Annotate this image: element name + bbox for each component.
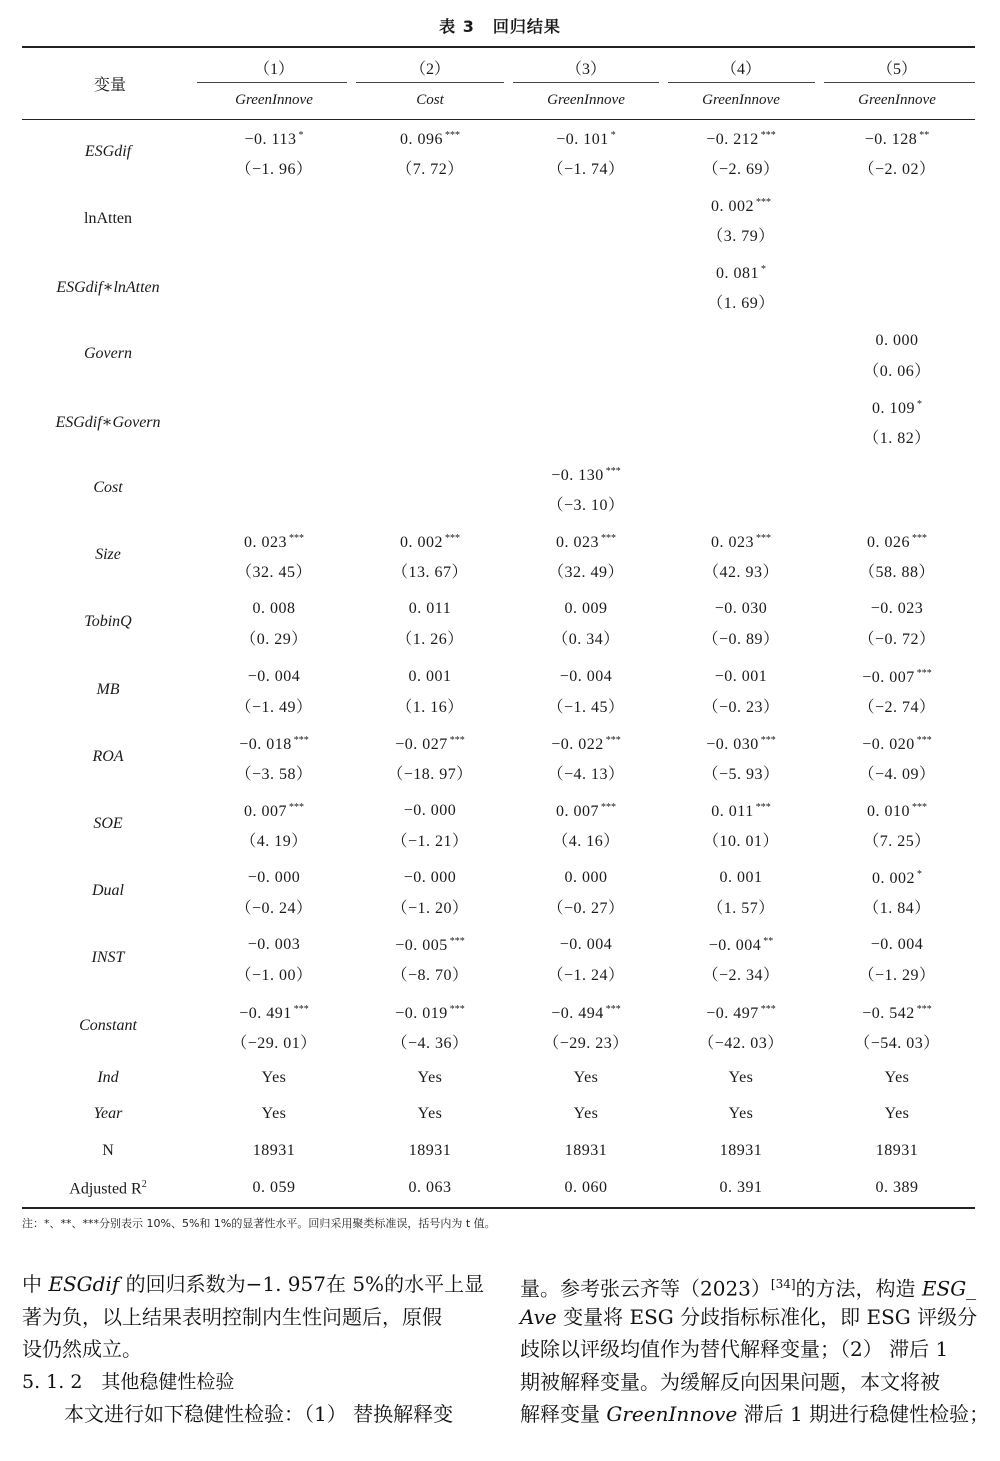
- t-statistic: （−1. 00）: [235, 967, 313, 985]
- column-underline: [824, 82, 975, 83]
- table-cell: 0. 060: [564, 1179, 608, 1196]
- coefficient-value: 0. 007: [244, 803, 287, 820]
- body-line: 著为负，以上结果表明控制内生性问题后，原假: [22, 1304, 442, 1329]
- coefficient-value: 0. 008: [252, 600, 296, 618]
- t-statistic: （−1. 21）: [391, 833, 469, 850]
- t-statistic: （−4. 13）: [547, 765, 625, 783]
- t-statistic: （−42. 03）: [698, 1034, 784, 1052]
- column-dependent-variable: GreenInnove: [858, 92, 936, 108]
- coefficient: [355, 936, 505, 955]
- significance-stars: ***: [289, 533, 304, 545]
- coefficient-value: −0. 020: [862, 735, 915, 753]
- significance-stars: ***: [605, 1003, 621, 1015]
- significance-stars: ***: [601, 802, 616, 813]
- coefficient-value: 0. 000: [875, 331, 919, 349]
- coefficient: [666, 130, 816, 149]
- row-label: lnAtten: [84, 210, 132, 228]
- significance-stars: ***: [445, 533, 460, 545]
- coefficient: [666, 533, 816, 552]
- column-number: （3）: [565, 61, 606, 78]
- section-heading: 5. 1. 2 其他稳健性检验: [22, 1370, 235, 1393]
- coefficient: [511, 533, 661, 552]
- t-statistic: （−1. 49）: [235, 698, 313, 716]
- table-number: 表 3: [439, 17, 475, 36]
- significance-stars: ***: [755, 802, 771, 813]
- coefficient-value: −0. 497: [706, 1004, 759, 1022]
- coefficient: [511, 668, 661, 686]
- table-cell: Yes: [261, 1069, 287, 1086]
- table-cell: Yes: [884, 1105, 910, 1122]
- t-statistic: （58. 88）: [858, 564, 935, 582]
- row-label: Govern: [84, 344, 132, 362]
- significance-stars: ***: [756, 197, 771, 209]
- table-cell: 0. 391: [719, 1179, 763, 1196]
- significance-stars: ***: [293, 1003, 309, 1015]
- significance-stars: **: [919, 130, 930, 141]
- body-line: 本文进行如下稳健性检验：（1） 替换解释变: [64, 1402, 454, 1426]
- row-label: Size: [95, 546, 121, 564]
- coefficient: [199, 869, 349, 887]
- significance-stars: ***: [760, 734, 776, 746]
- coefficient: [199, 130, 349, 149]
- coefficient: [199, 600, 349, 618]
- column-dependent-variable: GreenInnove: [702, 92, 780, 108]
- table-cell: 18931: [564, 1142, 608, 1159]
- coefficient: [666, 1004, 816, 1023]
- table-cell: Yes: [261, 1105, 287, 1122]
- significance-stars: ***: [760, 1003, 776, 1015]
- row-label: Adjusted $R^2$: [69, 1179, 147, 1198]
- significance-stars: *: [917, 869, 922, 881]
- t-statistic: （0. 06）: [863, 362, 931, 380]
- column-underline: [356, 82, 504, 83]
- table-cell: 0. 063: [408, 1179, 452, 1196]
- coefficient-value: −0. 004: [559, 936, 613, 954]
- t-statistic: （−2. 34）: [702, 967, 780, 985]
- coefficient-value: 0. 096: [400, 131, 443, 148]
- coefficient-value: −0. 004: [247, 667, 301, 685]
- table-title: 回归结果: [492, 17, 561, 36]
- coefficient-value: 0. 007: [556, 803, 599, 820]
- header-rule: [22, 119, 975, 120]
- row-label: INST: [91, 949, 125, 967]
- coefficient-value: 0. 002: [400, 534, 443, 552]
- table-cell: Yes: [573, 1069, 599, 1086]
- table-cell: 0. 059: [252, 1179, 296, 1196]
- coefficient: [666, 936, 816, 955]
- coefficient: [199, 668, 349, 686]
- table-note: 注：*、**、***分别表示 10%、5%和 1%的显著性水平。回归采用聚类标准误，括号内为 t 值。: [22, 1217, 496, 1230]
- t-statistic: （13. 67）: [391, 564, 468, 582]
- t-statistic: （1. 57）: [707, 900, 775, 918]
- coefficient: [199, 735, 349, 754]
- row-label: ESGdif∗Govern: [55, 413, 161, 431]
- t-statistic: （−2. 74）: [858, 698, 936, 716]
- coefficient: [355, 130, 505, 149]
- significance-stars: **: [763, 936, 774, 948]
- table-cell: Yes: [884, 1069, 910, 1086]
- coefficient-value: −0. 022: [551, 735, 604, 753]
- t-statistic: （−5. 93）: [702, 765, 780, 783]
- coefficient-value: 0. 001: [408, 667, 452, 685]
- body-line: 期被解释变量。为缓解反向因果问题，本文将被: [520, 1369, 940, 1394]
- table-cell: 18931: [252, 1142, 296, 1159]
- coefficient: [822, 600, 972, 618]
- coefficient-value: 0. 009: [564, 600, 608, 618]
- coefficient: [822, 130, 972, 149]
- t-statistic: （−2. 69）: [702, 161, 780, 178]
- coefficient-value: −0. 542: [862, 1004, 915, 1022]
- significance-stars: ***: [449, 1003, 465, 1015]
- row-label: ESGdif: [84, 143, 132, 160]
- significance-stars: ***: [293, 734, 309, 746]
- coefficient: [822, 869, 972, 888]
- t-statistic: （−18. 97）: [387, 765, 473, 783]
- coefficient: [511, 600, 661, 618]
- t-statistic: （3. 79）: [707, 228, 775, 246]
- row-label: Cost: [93, 479, 123, 496]
- table-cell: Yes: [573, 1105, 599, 1122]
- t-statistic: （−29. 23）: [543, 1034, 629, 1052]
- column-number: （5）: [876, 61, 917, 78]
- coefficient: [355, 668, 505, 686]
- column-number: （1）: [253, 61, 294, 78]
- row-label: ESGdif∗lnAtten: [56, 279, 160, 297]
- t-statistic: （−3. 58）: [235, 765, 313, 783]
- coefficient-value: 0. 000: [564, 869, 608, 887]
- t-statistic: （−0. 72）: [858, 631, 936, 649]
- t-statistic: （−0. 27）: [547, 900, 625, 918]
- significance-stars: ***: [760, 130, 776, 141]
- significance-stars: ***: [916, 1003, 932, 1015]
- coefficient-value: −0. 003: [247, 936, 301, 954]
- significance-stars: *: [917, 398, 922, 410]
- coefficient-value: −0. 000: [403, 802, 457, 819]
- table-cell: 0. 389: [875, 1179, 919, 1196]
- coefficient: [666, 802, 816, 821]
- row-label: SOE: [93, 815, 123, 832]
- variable-header: 变量: [93, 75, 126, 94]
- coefficient: [199, 802, 349, 821]
- coefficient: [355, 735, 505, 754]
- table-cell: Yes: [728, 1105, 754, 1122]
- t-statistic: （−1. 29）: [858, 967, 936, 985]
- t-statistic: （10. 01）: [702, 833, 779, 850]
- coefficient: [355, 869, 505, 887]
- coefficient-value: −0. 030: [706, 735, 759, 753]
- coefficient-value: −0. 212: [706, 131, 759, 148]
- column-dependent-variable: Cost: [416, 92, 444, 108]
- coefficient: [666, 197, 816, 216]
- table-cell: Yes: [417, 1105, 443, 1122]
- coefficient-value: 0. 010: [867, 803, 910, 820]
- coefficient-value: −0. 494: [551, 1004, 604, 1022]
- coefficient-value: 0. 002: [872, 870, 915, 888]
- coefficient-value: 0. 002: [711, 198, 754, 216]
- coefficient: [822, 399, 972, 418]
- t-statistic: （−1. 96）: [235, 161, 313, 178]
- citation-ref: [34]: [770, 1277, 796, 1291]
- significance-stars: ***: [916, 667, 932, 679]
- t-statistic: （−0. 89）: [702, 631, 780, 649]
- t-statistic: （32. 45）: [235, 564, 312, 582]
- coefficient: [511, 466, 661, 485]
- t-statistic: （−1. 45）: [547, 698, 625, 716]
- coefficient: [199, 936, 349, 954]
- top-rule: [22, 46, 975, 48]
- body-line: 解释变量 GreenInnove 滞后 1 期进行稳健性检验；: [520, 1402, 990, 1426]
- coefficient-value: −0. 027: [395, 735, 448, 753]
- table-cell: Yes: [417, 1069, 443, 1086]
- t-statistic: （4. 16）: [552, 833, 620, 850]
- coefficient: [822, 936, 972, 954]
- coefficient: [355, 600, 505, 618]
- t-statistic: （1. 82）: [863, 429, 931, 447]
- t-statistic: （−54. 03）: [854, 1034, 940, 1052]
- row-label: TobinQ: [84, 613, 132, 631]
- t-statistic: （−0. 23）: [702, 698, 780, 716]
- body-line: 歧除以评级均值作为替代解释变量；（2） 滞后 1: [520, 1337, 949, 1361]
- coefficient: [511, 130, 661, 149]
- significance-stars: ***: [449, 936, 465, 948]
- coefficient-value: −0. 113: [244, 131, 297, 148]
- coefficient: [666, 600, 816, 618]
- t-statistic: （−29. 01）: [231, 1034, 317, 1052]
- row-label: Dual: [92, 882, 124, 900]
- t-statistic: （−1. 24）: [547, 967, 625, 985]
- column-dependent-variable: GreenInnove: [547, 92, 625, 108]
- coefficient: [511, 936, 661, 954]
- coefficient-value: −0. 491: [239, 1004, 292, 1022]
- significance-stars: *: [610, 130, 616, 141]
- t-statistic: （0. 29）: [240, 631, 308, 649]
- significance-stars: ***: [605, 466, 621, 477]
- coefficient-value: 0. 011: [408, 600, 452, 618]
- row-label: ROA: [92, 747, 124, 765]
- significance-stars: *: [298, 130, 304, 141]
- significance-stars: ***: [912, 533, 927, 545]
- column-underline: [668, 82, 815, 83]
- t-statistic: （1. 69）: [707, 295, 775, 313]
- table-cell: Yes: [728, 1069, 754, 1086]
- coefficient-value: −0. 030: [714, 600, 768, 618]
- coefficient: [199, 1004, 349, 1023]
- coefficient-value: 0. 109: [872, 399, 915, 417]
- significance-stars: ***: [601, 533, 616, 545]
- column-dependent-variable: GreenInnove: [235, 92, 313, 108]
- coefficient-value: −0. 000: [247, 869, 301, 887]
- coefficient: [822, 1004, 972, 1023]
- body-text-right: [520, 1268, 990, 1431]
- row-label: Year: [93, 1105, 123, 1122]
- coefficient: [199, 533, 349, 552]
- t-statistic: （1. 26）: [396, 631, 464, 649]
- bottom-rule: [22, 1207, 975, 1209]
- coefficient: [822, 735, 972, 754]
- coefficient: [666, 735, 816, 754]
- coefficient: [511, 1004, 661, 1023]
- t-statistic: （−4. 09）: [858, 765, 936, 783]
- t-statistic: （1. 84）: [863, 900, 931, 918]
- coefficient: [822, 533, 972, 552]
- row-label: Ind: [97, 1069, 119, 1086]
- coefficient-value: 0. 081: [716, 265, 759, 283]
- coefficient-value: −0. 019: [395, 1004, 448, 1022]
- coefficient-value: −0. 001: [714, 667, 768, 685]
- row-label: N: [102, 1142, 114, 1159]
- table-cell: 18931: [875, 1142, 919, 1159]
- significance-stars: ***: [605, 734, 621, 746]
- row-label: MB: [96, 680, 120, 698]
- coefficient: [666, 264, 816, 283]
- significance-stars: ***: [445, 130, 460, 141]
- table-cell: 18931: [719, 1142, 763, 1159]
- coefficient: [355, 802, 505, 820]
- coefficient-value: −0. 130: [551, 467, 604, 484]
- coefficient-value: −0. 007: [862, 668, 915, 686]
- body-line: 设仍然成立。: [22, 1337, 142, 1361]
- body-text-left: [22, 1268, 485, 1431]
- t-statistic: （4. 19）: [240, 833, 308, 850]
- t-statistic: （−8. 70）: [391, 967, 469, 985]
- body-line: 中 ESGdif 的回归系数为−1. 957在 5%的水平上显: [22, 1272, 485, 1296]
- coefficient: [355, 533, 505, 552]
- significance-stars: ***: [756, 533, 771, 545]
- significance-stars: ***: [912, 802, 927, 813]
- column-underline: [197, 82, 347, 83]
- column-number: （2）: [409, 61, 450, 78]
- t-statistic: （7. 25）: [863, 833, 931, 850]
- coefficient: [511, 735, 661, 754]
- coefficient-value: 0. 023: [711, 534, 754, 552]
- coefficient: [666, 668, 816, 686]
- coefficient: [822, 802, 972, 821]
- t-statistic: （1. 16）: [396, 698, 464, 716]
- coefficient: [511, 802, 661, 821]
- coefficient-value: −0. 018: [239, 735, 292, 753]
- t-statistic: （−1. 74）: [547, 161, 625, 178]
- coefficient: [822, 668, 972, 687]
- table-cell: 18931: [408, 1142, 452, 1159]
- coefficient-value: −0. 101: [556, 131, 609, 148]
- coefficient-value: −0. 004: [708, 937, 762, 955]
- t-statistic: （−1. 20）: [391, 900, 469, 918]
- coefficient: [355, 1004, 505, 1023]
- table-caption: [0, 14, 1000, 37]
- significance-stars: ***: [449, 734, 465, 746]
- t-statistic: （−2. 02）: [858, 161, 936, 178]
- t-statistic: （−4. 36）: [391, 1034, 469, 1052]
- column-underline: [513, 82, 659, 83]
- coefficient-value: 0. 001: [719, 869, 763, 887]
- coefficient-value: −0. 005: [395, 937, 448, 955]
- significance-stars: *: [761, 264, 766, 276]
- coefficient: [822, 332, 972, 350]
- coefficient-value: 0. 023: [556, 534, 599, 552]
- t-statistic: （32. 49）: [547, 564, 624, 582]
- t-statistic: （42. 93）: [702, 564, 779, 582]
- significance-stars: ***: [289, 802, 304, 813]
- coefficient: [511, 869, 661, 887]
- body-line: Ave 变量将 ESG 分歧指标标准化，即 ESG 评级分: [520, 1304, 978, 1329]
- coefficient-value: −0. 004: [559, 667, 613, 685]
- t-statistic: （−3. 10）: [547, 497, 625, 514]
- coefficient-value: −0. 000: [403, 869, 457, 887]
- coefficient-value: −0. 004: [870, 936, 924, 954]
- coefficient-value: 0. 023: [244, 534, 287, 552]
- coefficient-value: −0. 023: [870, 600, 924, 618]
- t-statistic: （−0. 24）: [235, 900, 313, 918]
- coefficient-value: 0. 011: [711, 803, 754, 820]
- coefficient: [666, 869, 816, 887]
- coefficient-value: −0. 128: [864, 131, 918, 148]
- t-statistic: （7. 72）: [396, 161, 464, 178]
- t-statistic: （0. 34）: [552, 631, 620, 649]
- column-number: （4）: [720, 61, 761, 78]
- body-line: 量。参考张云齐等（2023）[34]的方法，构造 ESG_: [520, 1276, 977, 1301]
- significance-stars: ***: [916, 734, 932, 746]
- coefficient-value: 0. 026: [867, 534, 910, 552]
- row-label: Constant: [79, 1016, 137, 1034]
